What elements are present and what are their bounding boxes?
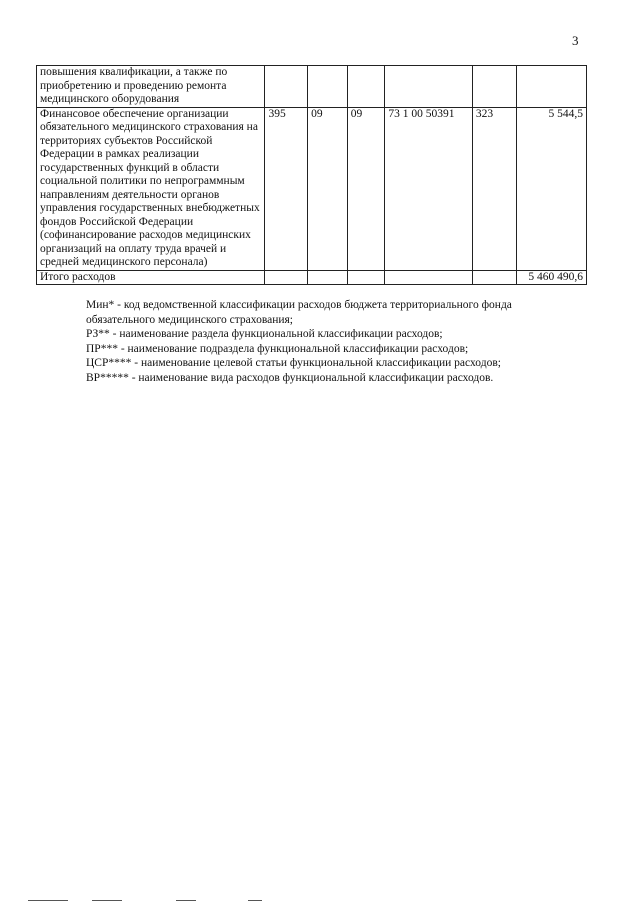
table-row (37, 107, 587, 270)
cell-rz: 09 (308, 107, 348, 270)
table-total-row (37, 270, 587, 285)
cell-min (265, 66, 308, 108)
legend-item-vr: ВР***** - наименование вида расходов функциональной классификации расходов. (86, 371, 494, 384)
cell-vr: 323 (472, 107, 516, 270)
cell-rz (308, 66, 348, 108)
cell-name: Финансовое обеспечение организации обязательного медицинского страхования на территориях субъектов Российской Федерации в рамках реализации государственных функций в области социальной политики по непрограммным направлениям деятельности органов управления государственных внебюджетных фондов Российской Федерации (софинансирование расходов медицинских организаций на оплату труда врачей и средней медицинского персонала) (37, 107, 265, 270)
total-label: Итого расходов (37, 270, 265, 285)
cell-sum: 5 544,5 (516, 107, 586, 270)
scan-artifact (176, 900, 196, 901)
cell-csr: 73 1 00 50391 (385, 107, 472, 270)
legend-item-min: Мин* - код ведомственной классификации расходов бюджета территориального фонда обязательного медицинского страхования; (86, 299, 512, 326)
legend-item-csr: ЦСР**** - наименование целевой статьи функциональной классификации расходов; (86, 357, 501, 369)
total-sum: 5 460 490,6 (516, 270, 586, 285)
scan-artifact (92, 900, 122, 901)
cell-pr (347, 270, 385, 285)
cell-vr (472, 66, 516, 108)
cell-pr (347, 66, 385, 108)
cell-min (265, 270, 308, 285)
cell-name: повышения квалификации, а также по приобретению и проведению ремонта медицинского оборудования (37, 66, 265, 108)
legend-item-pr: ПР*** - наименование подраздела функциональной классификации расходов; (86, 342, 469, 355)
cell-vr (472, 270, 516, 285)
cell-csr (385, 66, 472, 108)
table-row (37, 66, 587, 108)
cell-pr: 09 (347, 107, 385, 270)
page-number: 3 (572, 33, 579, 48)
cell-csr (385, 270, 472, 285)
scan-artifact (248, 900, 262, 901)
expenses-table (36, 65, 587, 285)
cell-sum (516, 66, 586, 108)
legend-item-rz: РЗ** - наименование раздела функциональной классификации расходов; (86, 328, 443, 340)
scan-artifact (28, 900, 68, 901)
cell-min: 395 (265, 107, 308, 270)
legend (86, 298, 556, 385)
cell-rz (308, 270, 348, 285)
